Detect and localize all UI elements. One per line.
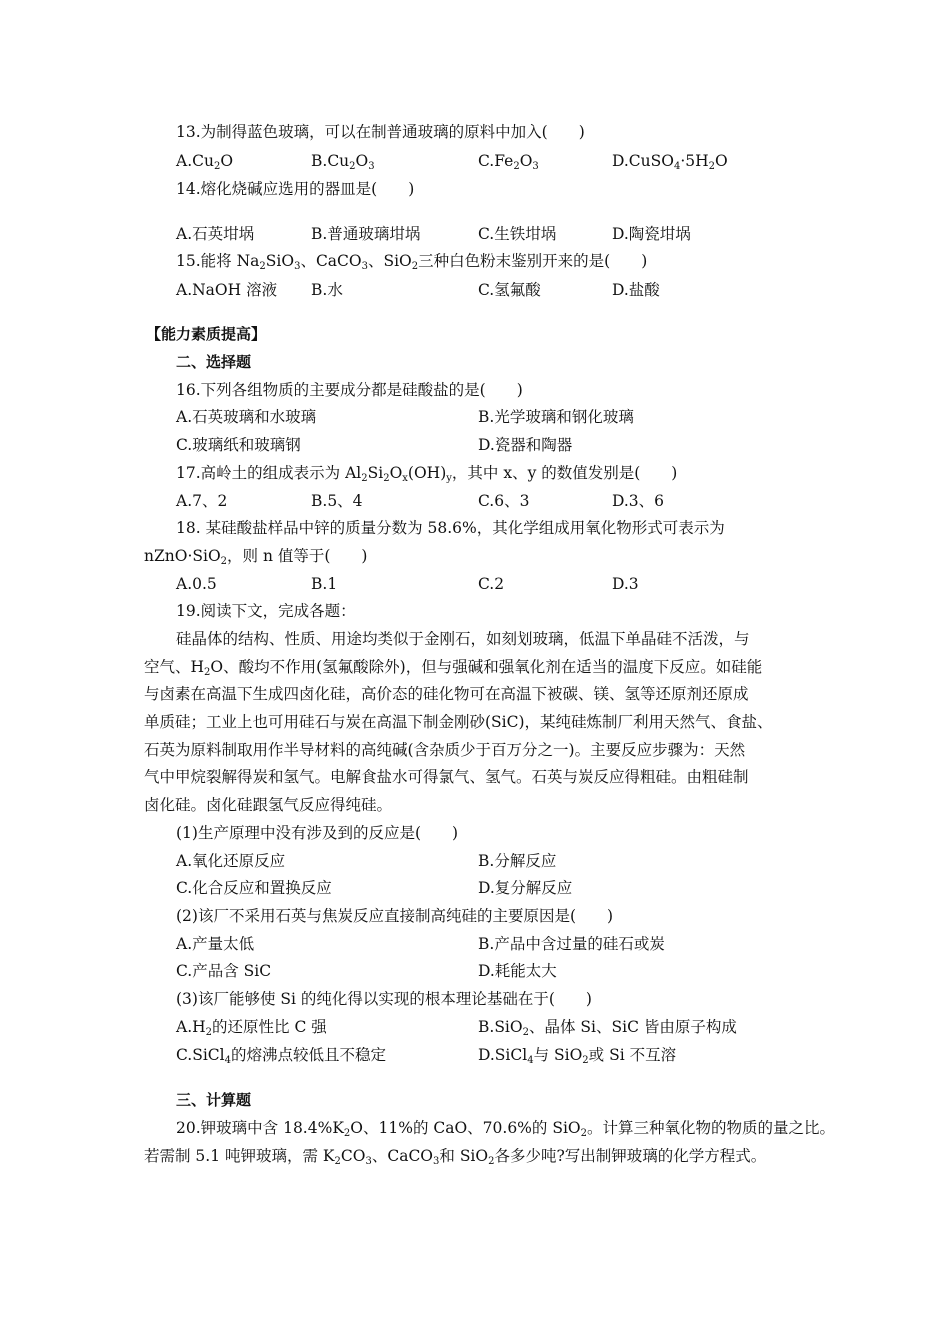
q19-passage-line: 卤化硅。卤化硅跟氢气反应得纯硅。 [144, 796, 393, 814]
q19-passage-line: 与卤素在高温下生成四卤化硅，高价态的硅化物可在高温下被碳、镁、氢等还原剂还原成 [144, 685, 749, 703]
q18-stem-line2: nZnO·SiO$_2$，则 n 值等于( ) [144, 547, 368, 567]
q14-stem: 14.熔化烧碱应选用的器皿是( ) [176, 180, 415, 198]
q16-option-d: D.瓷器和陶器 [478, 436, 573, 454]
q14-option-d: D.陶瓷坩埚 [612, 225, 691, 243]
q19-sub1-option-c: C.化合反应和置换反应 [176, 879, 332, 897]
q17-option-c: C.6、3 [478, 492, 530, 510]
q13-option-d: $D.CuSO_4\cdot 5H_2O$ [612, 152, 728, 172]
q20-stem-line1: 20.钾玻璃中含 $18.4\%K_2O$、11%的 CaO、70.6%的 SiO$_2$。计算三种氧化物的物质的量之比。 [176, 1119, 836, 1139]
q16-option-c: C.玻璃纸和玻璃钢 [176, 436, 301, 454]
q19-sub1-option-a: A.氧化还原反应 [176, 852, 286, 870]
section-ability-heading: 【能力素质提高】 [146, 325, 267, 343]
q19-sub2-option-d: D.耗能太大 [478, 962, 557, 980]
q15-stem: 15.能将 $Na_2SiO_3$、CaCO$_3$、SiO$_2$三种白色粉末鉴别开来的是( ) [176, 252, 648, 272]
q19-sub2-option-b: B.产品中含过量的硅石或炭 [478, 935, 665, 953]
q13-option-b: $B.Cu_2O_3$ [311, 152, 375, 172]
q18-option-b: B.1 [311, 575, 338, 593]
q19-sub1-option-d: D.复分解反应 [478, 879, 573, 897]
q14-option-a: A.石英坩埚 [176, 225, 255, 243]
q19-sub3-option-b: B.SiO$_2$、晶体 Si、SiC 皆由原子构成 [478, 1018, 737, 1038]
q19-sub3-stem: (3)该厂能够使 Si 的纯化得以实现的根本理论基础在于( ) [176, 990, 592, 1008]
q19-sub2-option-c: C.产品含 SiC [176, 962, 272, 980]
q20-stem-line2: 若需制 5.1 吨钾玻璃，需 $K_2CO_3$、CaCO$_3$和 SiO$_2$各多少吨?写出制钾玻璃的化学方程式。 [144, 1147, 767, 1167]
q14-option-b: B.普通玻璃坩埚 [311, 225, 421, 243]
q19-sub2-option-a: A.产量太低 [176, 935, 255, 953]
q19-passage-line: 石英为原料制取用作半导材料的高纯碱(含杂质少于百万分之一)。主要反应步骤为：天然 [144, 741, 746, 759]
q17-option-b: B.5、4 [311, 492, 363, 510]
q15-option-b: B.水 [311, 281, 343, 299]
section-2-heading: 二、选择题 [176, 353, 252, 371]
q16-stem: 16.下列各组物质的主要成分都是硅酸盐的是( ) [176, 381, 523, 399]
q19-sub3-option-a: $A.H_2$的还原性比 C 强 [176, 1018, 327, 1038]
section-3-heading: 三、计算题 [176, 1091, 252, 1109]
q15-option-c: C.氢氟酸 [478, 281, 541, 299]
q19-passage-line: 气中甲烷裂解得炭和氢气。电解食盐水可得氯气、氢气。石英与炭反应得粗硅。由粗硅制 [144, 768, 749, 786]
q17-stem: 17.高岭土的组成表示为 $Al_2Si_2O_x(OH)_y$，其中 x、y 的数值发别是( ) [176, 464, 678, 484]
q13-stem: 13.为制得蓝色玻璃，可以在制普通玻璃的原料中加入( ) [176, 123, 585, 141]
q18-option-a: A.0.5 [176, 575, 217, 593]
q13-option-c: $C.Fe_2O_3$ [478, 152, 539, 172]
q19-sub1-option-b: B.分解反应 [478, 852, 557, 870]
q17-option-a: A.7、2 [176, 492, 228, 510]
q18-option-c: C.2 [478, 575, 505, 593]
q16-option-a: A.石英玻璃和水玻璃 [176, 408, 317, 426]
q14-option-c: C.生铁坩埚 [478, 225, 557, 243]
q18-option-d: D.3 [612, 575, 639, 593]
q18-stem-line1: 18. 某硅酸盐样品中锌的质量分数为 58.6%，其化学组成用氧化物形式可表示为 [176, 519, 725, 537]
q19-passage-line: 空气、$H_2O$、酸均不作用(氢氟酸除外)，但与强碱和强氧化剂在适当的温度下反应。如硅能 [144, 658, 763, 678]
q15-option-d: D.盐酸 [612, 281, 660, 299]
q15-option-a: A.NaOH 溶液 [176, 281, 278, 299]
q19-sub3-option-c: C.SiCl$_4$的熔沸点较低且不稳定 [176, 1046, 387, 1066]
q19-passage-line: 硅晶体的结构、性质、用途均类似于金刚石，如刻划玻璃，低温下单晶硅不活泼，与 [176, 630, 750, 648]
q19-passage-line: 单质硅；工业上也可用硅石与炭在高温下制金刚砂(SiC)，某纯硅炼制厂利用天然气、食盐、 [144, 713, 773, 731]
q19-sub1-stem: (1)生产原理中没有涉及到的反应是( ) [176, 824, 459, 842]
q19-stem: 19.阅读下文，完成各题： [176, 602, 356, 620]
q16-option-b: B.光学玻璃和钢化玻璃 [478, 408, 634, 426]
q19-sub3-option-d: D.SiCl$_4$与 SiO$_2$或 Si 不互溶 [478, 1046, 677, 1066]
q13-option-a: $A.Cu_2O$ [176, 152, 234, 172]
q17-option-d: D.3、6 [612, 492, 665, 510]
q19-sub2-stem: (2)该厂不采用石英与焦炭反应直接制高纯硅的主要原因是( ) [176, 907, 614, 925]
